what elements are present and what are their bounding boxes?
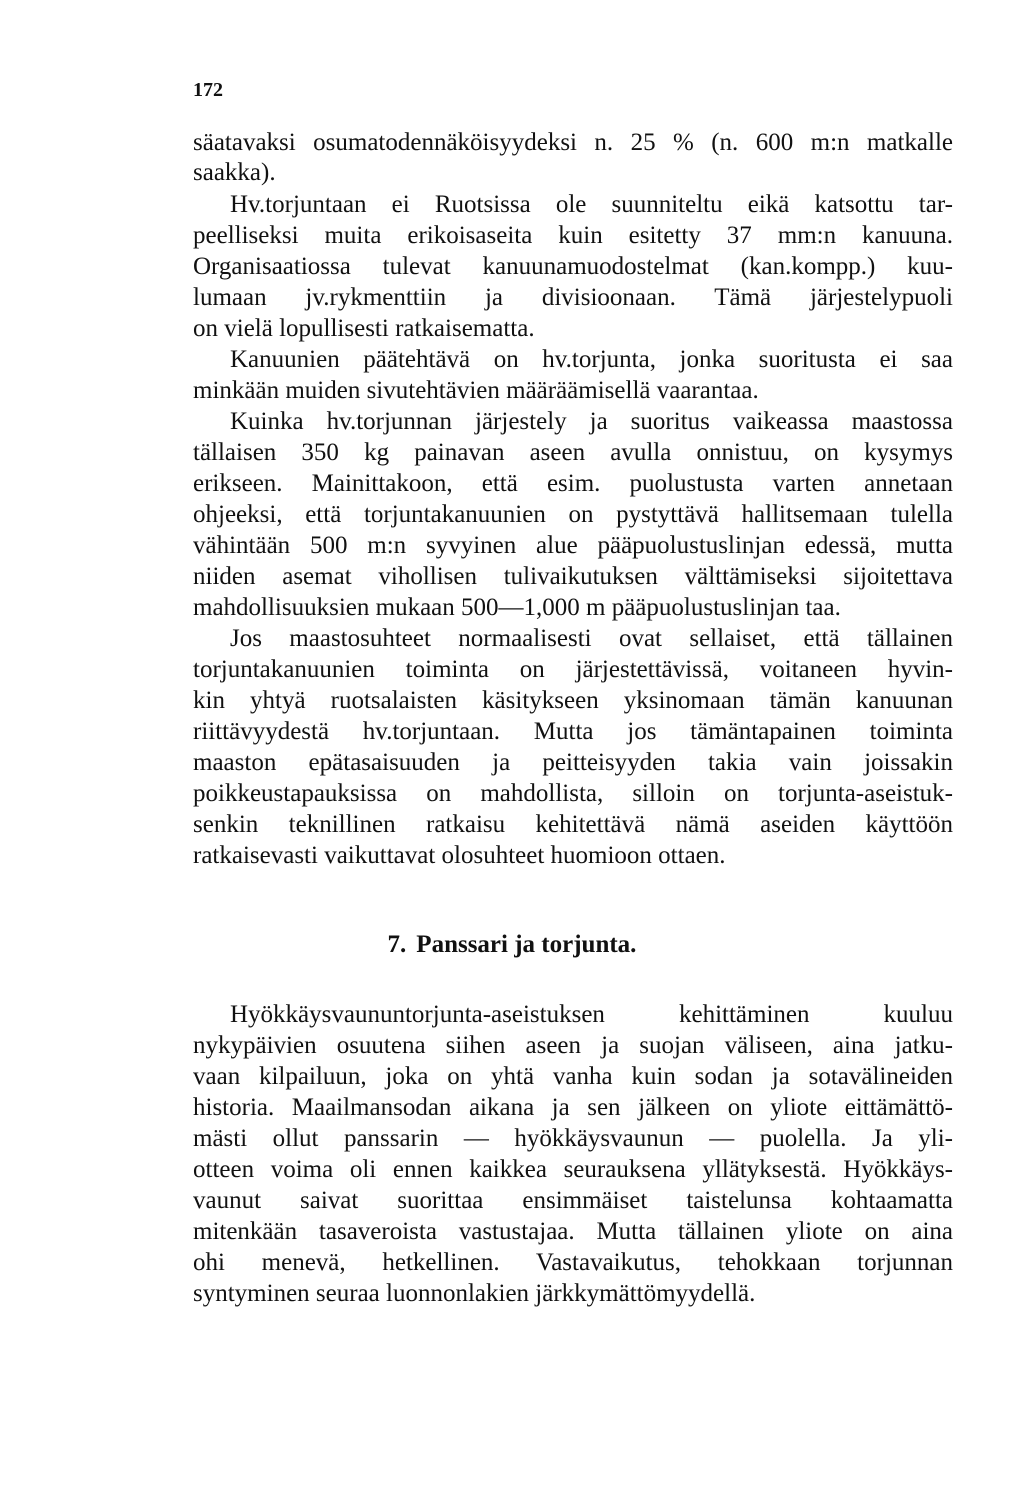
text-line: Jos maastosuhteet normaalisesti ovat sellaiset, että tällainen [230, 625, 953, 652]
text-line: on vielä lopullisesti ratkaisematta. [193, 315, 535, 342]
text-line: erikseen. Mainittakoon, että esim. puolustusta varten annetaan [193, 470, 953, 497]
text-line: minkään muiden sivutehtävien määräämisellä vaarantaa. [193, 377, 759, 404]
text-line: Kanuunien päätehtävä on hv.torjunta, jonka suoritusta ei saa [230, 346, 953, 373]
text-line: syntyminen seuraa luonnonlakien järkkymättömyydellä. [193, 1280, 756, 1307]
text-line: vaunut saivat suorittaa ensimmäiset taistelunsa kohtaamatta [193, 1187, 953, 1214]
text-line: mitenkään tasaveroista vastustajaa. Mutta tällainen yliote on aina [193, 1218, 953, 1245]
text-line: tällaisen 350 kg painavan aseen avulla onnistuu, on kysymys [193, 439, 953, 466]
text-line: säatavaksi osumatodennäköisyydeksi n. 25 % (n. 600 m:n matkalle [193, 129, 953, 156]
text-line: senkin teknillinen ratkaisu kehitettävä nämä aseiden käyttöön [193, 811, 953, 838]
text-line: kin yhtyä ruotsalaisten käsitykseen yksinomaan tämän kanuunan [193, 687, 953, 714]
text-line: otteen voima oli ennen kaikkea seurauksena yllätyksestä. Hyökkäys- [193, 1156, 953, 1183]
text-line: ohi menevä, hetkellinen. Vastavaikutus, tehokkaan torjunnan [193, 1249, 953, 1276]
text-line: saakka). [193, 159, 276, 186]
text-line: ohjeeksi, että torjuntakanuunien on pystyttävä hallitsemaan tulella [193, 501, 953, 528]
text-line: peelliseksi muita erikoisaseita kuin esitetty 37 mm:n kanuuna. [193, 222, 953, 249]
page-number: 172 [193, 79, 223, 101]
text-line: Kuinka hv.torjunnan järjestely ja suoritus vaikeassa maastossa [230, 408, 953, 435]
text-line: mahdollisuuksien mukaan 500—1,000 m pääpuolustuslinjan taa. [193, 594, 841, 621]
text-line: niiden asemat vihollisen tulivaikutuksen välttämiseksi sijoitettava [193, 563, 953, 590]
text-line: nykypäivien osuutena siihen aseen ja suojan väliseen, aina jatku- [193, 1032, 953, 1059]
text-line: historia. Maailmansodan aikana ja sen jälkeen on yliote eittämättö- [193, 1094, 953, 1121]
text-line: Hyökkäysvaununtorjunta-aseistuksen kehittäminen kuuluu [230, 1001, 953, 1028]
text-line: Hv.torjuntaan ei Ruotsissa ole suunniteltu eikä katsottu tar- [230, 191, 953, 218]
section-heading [0, 930, 1024, 960]
text-line: Organisaatiossa tulevat kanuunamuodostelmat (kan.kompp.) kuu- [193, 253, 953, 280]
text-line: vähintään 500 m:n syvyinen alue pääpuolustuslinjan edessä, mutta [193, 532, 953, 559]
text-line: ratkaisevasti vaikuttavat olosuhteet huomioon ottaen. [193, 842, 726, 869]
text-line: torjuntakanuunien toiminta on järjestettävissä, voitaneen hyvin- [193, 656, 953, 683]
text-line: maaston epätasaisuuden ja peitteisyyden takia vain joissakin [193, 749, 953, 776]
text-line: vaan kilpailuun, joka on yhtä vanha kuin sodan ja sotavälineiden [193, 1063, 953, 1090]
text-line: lumaan jv.rykmenttiin ja divisioonaan. Tämä järjestelypuoli [193, 284, 953, 311]
text-line: riittävyydestä hv.torjuntaan. Mutta jos tämäntapainen toiminta [193, 718, 953, 745]
text-line: mästi ollut panssarin — hyökkäysvaunun — puolella. Ja yli- [193, 1125, 953, 1152]
section-number: 7. [387, 931, 407, 958]
text-line: poikkeustapauksissa on mahdollista, silloin on torjunta-aseistuk- [193, 780, 953, 807]
section-title: Panssari ja torjunta. [416, 931, 637, 958]
